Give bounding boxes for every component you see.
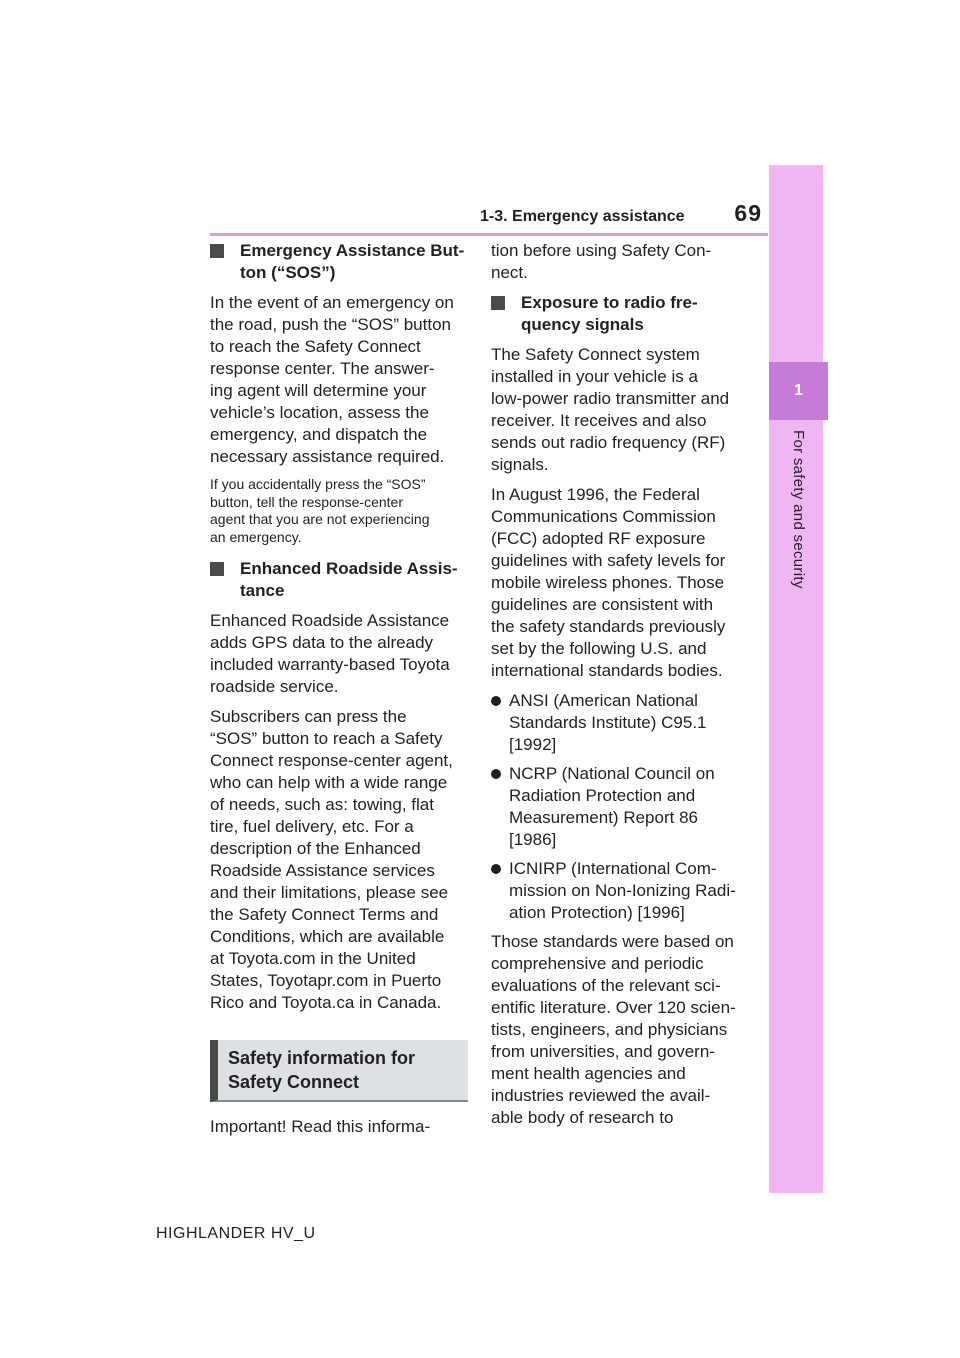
line: low-power radio transmitter and: [491, 389, 730, 408]
square-bullet-icon: [210, 244, 224, 258]
line: an emergency.: [210, 528, 302, 545]
line: (FCC) adopted RF exposure: [491, 529, 706, 548]
line: Exposure to radio fre-: [521, 293, 698, 312]
line: [1992]: [509, 735, 557, 754]
line: industries reviewed the avail-: [491, 1086, 711, 1105]
standards-list-item: [491, 858, 757, 924]
line: from universities, and govern-: [491, 1042, 715, 1061]
line: vehicle’s location, assess the: [210, 403, 429, 422]
line: Measurement) Report 86: [509, 808, 698, 827]
rf-body-2: [491, 484, 757, 682]
line: If you accidentally press the “SOS”: [210, 476, 426, 492]
line: description of the Enhanced: [210, 839, 421, 858]
line: evaluations of the relevant sci-: [491, 976, 721, 995]
line: Connect response-center agent,: [210, 751, 453, 770]
line: the Safety Connect Terms and: [210, 905, 439, 924]
rf-body-1: [491, 344, 757, 476]
line: In August 1996, the Federal: [491, 485, 700, 504]
line: sends out radio frequency (RF): [491, 433, 726, 452]
line: Important! Read this informa-: [210, 1117, 431, 1136]
line: the road, push the “SOS” button: [210, 315, 451, 334]
header-rule: [210, 233, 768, 236]
line: Standards Institute) C95.1: [509, 713, 707, 732]
line: the safety standards previously: [491, 617, 726, 636]
rf-body-3: [491, 931, 757, 1129]
round-bullet-icon: [491, 864, 501, 874]
line: international standards bodies.: [491, 661, 723, 680]
line: guidelines are consistent with: [491, 595, 714, 614]
standards-list-item: [491, 690, 757, 756]
section-title: 1-3. Emergency assistance: [480, 208, 685, 225]
line: entific literature. Over 120 scien-: [491, 998, 736, 1017]
sos-heading: [210, 240, 468, 284]
line: In the event of an emergency on: [210, 293, 454, 312]
line: signals.: [491, 455, 549, 474]
line: emergency, and dispatch the: [210, 425, 428, 444]
line: tance: [240, 581, 285, 600]
line: States, Toyotapr.com in Puerto: [210, 971, 442, 990]
line: guidelines with safety levels for: [491, 551, 726, 570]
line: and their limitations, please see: [210, 883, 449, 902]
line: The Safety Connect system: [491, 345, 700, 364]
line: quency signals: [521, 315, 644, 334]
line: tion before using Safety Con-: [491, 241, 712, 260]
line: Communications Commission: [491, 507, 716, 526]
line: set by the following U.S. and: [491, 639, 707, 658]
line: mission on Non-Ionizing Radi-: [509, 881, 736, 900]
line: agent that you are not experiencing: [210, 511, 430, 527]
line: Roadside Assistance services: [210, 861, 435, 880]
line: response center. The answer-: [210, 359, 435, 378]
roadside-body-1: [210, 610, 468, 698]
line: ation Protection) [1996]: [509, 903, 685, 922]
line: “SOS” button to reach a Safety: [210, 729, 443, 748]
line: able body of research to: [491, 1108, 674, 1127]
square-bullet-icon: [491, 296, 505, 310]
rf-heading: [491, 292, 757, 336]
important-notice-cont: [491, 240, 757, 284]
line: ton (“SOS”): [240, 263, 336, 282]
line: [1986]: [509, 830, 557, 849]
line: Subscribers can press the: [210, 707, 407, 726]
line: button, tell the response-center: [210, 493, 404, 510]
line: Those standards were based on: [491, 932, 734, 951]
line: Safety Connect: [228, 1072, 360, 1092]
line: of needs, such as: towing, flat: [210, 795, 434, 814]
round-bullet-icon: [491, 696, 501, 706]
line: Enhanced Roadside Assistance: [210, 611, 450, 630]
line: to reach the Safety Connect: [210, 337, 421, 356]
section-heading-box: [210, 1040, 468, 1102]
line: NCRP (National Council on: [509, 764, 715, 783]
line: included warranty-based Toyota: [210, 655, 450, 674]
line: receiver. It receives and also: [491, 411, 707, 430]
line: Safety information for: [228, 1048, 416, 1068]
footer-model-code: HIGHLANDER HV_U: [156, 1225, 316, 1242]
left-column: [210, 240, 468, 1146]
line: Radiation Protection and: [509, 786, 696, 805]
line: mobile wireless phones. Those: [491, 573, 725, 592]
line: Enhanced Roadside Assis-: [240, 559, 458, 578]
line: Rico and Toyota.ca in Canada.: [210, 993, 442, 1012]
standards-list-item: [491, 763, 757, 851]
line: ment health agencies and: [491, 1064, 686, 1083]
line: ICNIRP (International Com-: [509, 859, 717, 878]
line: installed in your vehicle is a: [491, 367, 698, 386]
line: necessary assistance required.: [210, 447, 445, 466]
line: adds GPS data to the already: [210, 633, 434, 652]
page-number: 69: [734, 200, 762, 226]
line: at Toyota.com in the United: [210, 949, 416, 968]
line: tists, engineers, and physicians: [491, 1020, 728, 1039]
square-bullet-icon: [210, 562, 224, 576]
sos-note: [210, 476, 468, 546]
line: Conditions, which are available: [210, 927, 445, 946]
chapter-number-tab: 1: [769, 362, 828, 420]
line: Emergency Assistance But-: [240, 241, 465, 260]
right-column: [491, 240, 757, 1137]
line: ing agent will determine your: [210, 381, 427, 400]
line: who can help with a wide range: [210, 773, 448, 792]
important-notice: [210, 1116, 468, 1138]
roadside-body-2: [210, 706, 468, 1014]
line: tire, fuel delivery, etc. For a: [210, 817, 414, 836]
line: nect.: [491, 263, 528, 282]
line: roadside service.: [210, 677, 339, 696]
round-bullet-icon: [491, 769, 501, 779]
line: comprehensive and periodic: [491, 954, 704, 973]
line: ANSI (American National: [509, 691, 698, 710]
chapter-side-strip: [769, 165, 823, 1193]
roadside-heading: [210, 558, 468, 602]
chapter-title: For safety and security: [790, 430, 807, 589]
sos-body: [210, 292, 468, 468]
